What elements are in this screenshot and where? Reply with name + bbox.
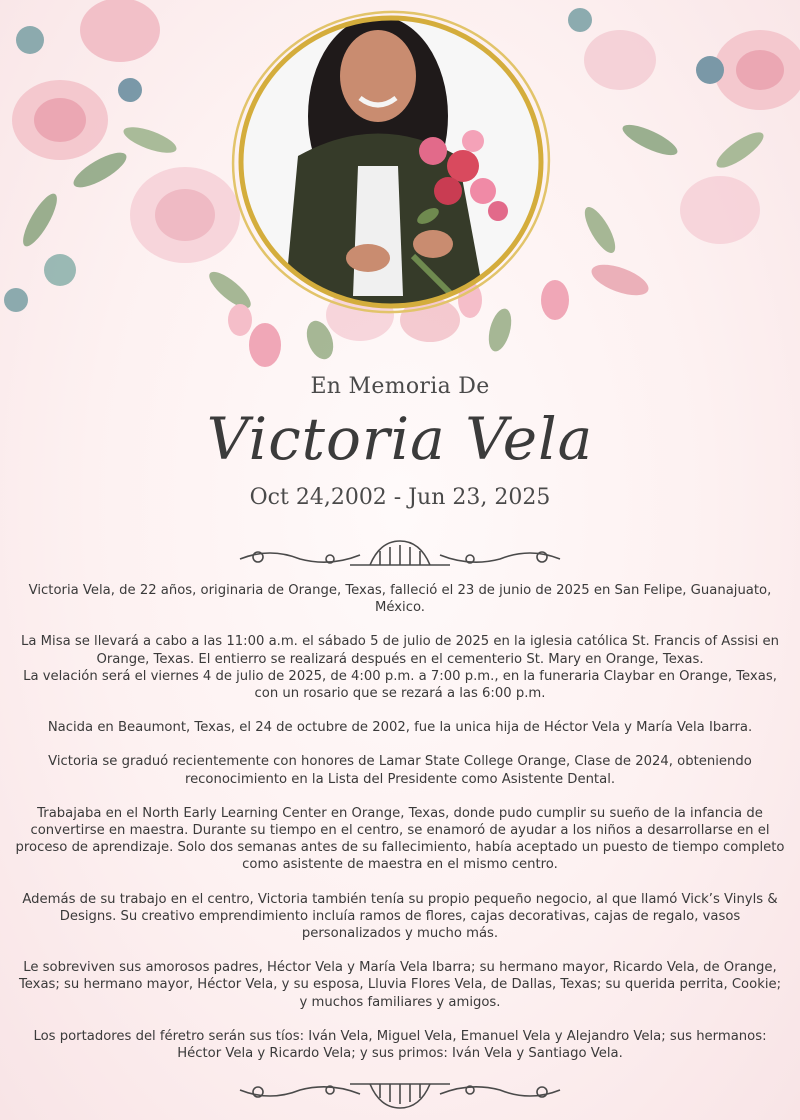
memorial-header xyxy=(0,374,800,510)
paragraph-work: Trabajaba en el North Early Learning Center en Orange, Texas, donde pudo cumplir su sueño de la infancia de convertirse en maestra. Durante su tiempo en el centro, se enamoró de ayudar a los niños a desarrollarse en el proceso de aprendizaje. Solo dos semanas antes de su fallecimiento, había aceptado un puesto de tiempo completo como asistente de maestra en el mismo centro. xyxy=(15,805,785,873)
ornament-divider-icon xyxy=(230,537,570,571)
life-dates: Oct 24,2002 - Jun 23, 2025 xyxy=(249,485,551,510)
paragraph-pallbearers: Los portadores del féretro serán sus tíos: Iván Vela, Miguel Vela, Emanuel Vela y Alejandro Vela; sus hermanos: Héctor Vela y Ricardo Vela; y sus primos: Iván Vela y Santiago Vela. xyxy=(33,1028,767,1062)
ornament-divider-icon xyxy=(230,1078,570,1112)
deceased-name: Victoria Vela xyxy=(206,405,594,473)
portrait-photo xyxy=(228,6,554,318)
paragraph-birth: Nacida en Beaumont, Texas, el 24 de octubre de 2002, fue la unica hija de Héctor Vela y María Vela Ibarra. xyxy=(47,720,753,736)
paragraph-education: Victoria se graduó recientemente con honores de Lamar State College Orange, Clase de 2024, obteniendo reconocimiento en la Lista del Presidente como Asistente Dental. xyxy=(48,754,752,787)
paragraph-survivors: Le sobreviven sus amorosos padres, Héctor Vela y María Vela Ibarra; su hermano mayor, Ricardo Vela, de Orange, Texas; su hermano mayor, Héctor Vela, y su esposa, Lluvia Flores Vela, de Dallas, Texas; su querida perrita, Cookie; y muchos familiares y amigos. xyxy=(18,960,782,1010)
paragraph-viewing: La velación será el viernes 4 de julio de 2025, de 4:00 p.m. a 7:00 p.m., en la funeraria Claybar en Orange, Texas, con un rosario que se rezará a las 6:00 p.m. xyxy=(23,668,777,702)
paragraph-business: Además de su trabajo en el centro, Victoria también tenía su propio pequeño negocio, al que llamó Vick’s Vinyls & Designs. Su creativo emprendimiento incluía ramos de flores, cajas decorativas, cajas de regalo, vasos personalizados y mucho más. xyxy=(22,891,778,942)
portrait-frame-icon xyxy=(228,6,554,318)
paragraph-passing: Victoria Vela, de 22 años, originaria de Orange, Texas, falleció el 23 de junio de 2025 en San Felipe, Guanajuato, México. xyxy=(28,583,772,616)
paragraph-mass: La Misa se llevará a cabo a las 11:00 a.m. el sábado 5 de julio de 2025 en la iglesia católica St. Francis of Assisi en Orange, Texas. El entierro se realizará después en el cementerio St. Mary en Orange, Texas. xyxy=(21,634,779,667)
eyebrow-heading: En Memoria De xyxy=(310,374,490,399)
obituary-text xyxy=(14,582,786,1079)
